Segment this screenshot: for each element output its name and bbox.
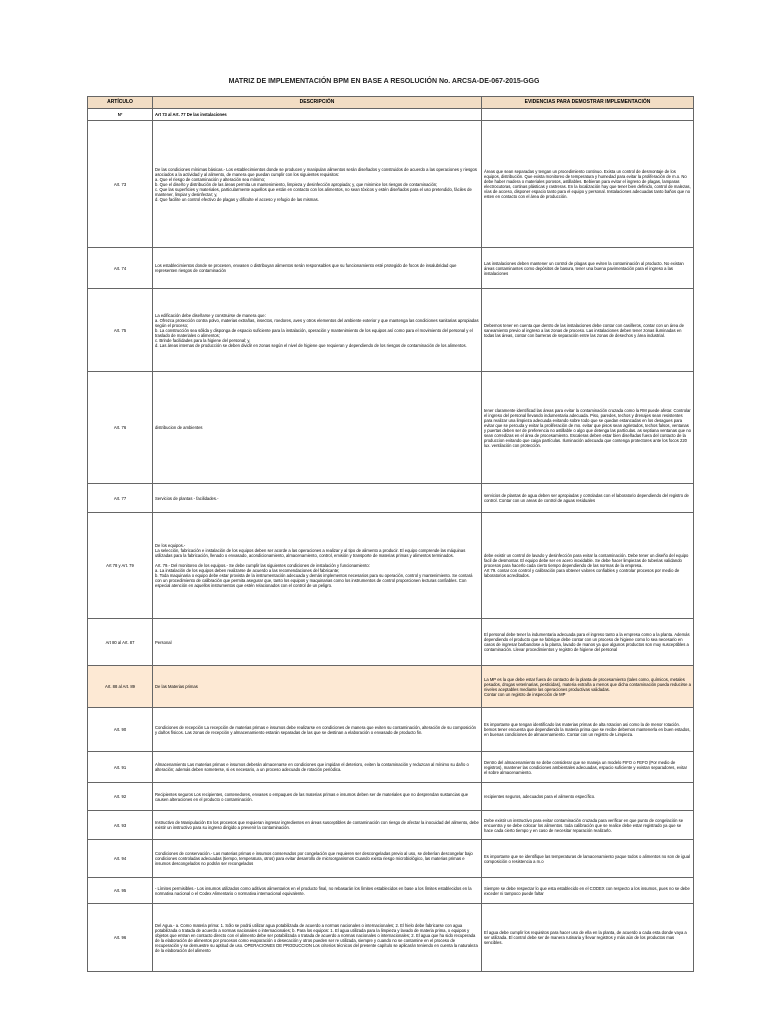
row-description: distribucion de ambientes bbox=[153, 372, 482, 484]
row-description: Personal bbox=[153, 619, 482, 666]
row-description: La edificación debe diseñarse y construirse de manera que: a. Ofrezca protección contra polvo, materias extrañas, insectos, roedores, aves y otros elementos del ambiente exterior y que mantenga las condiciones sanitarias apropiadas según el proceso; b. La construcción sea sólida y disponga de espacio suficiente para la instalación, operación y mantenimiento de los equipos así como para el movimiento del personal y el traslado de materiales o alimentos; c. Brinde facilidades para la higiene del personal; y, d. Las áreas internas de producción se deben dividir en zonas según el nivel de higiene que requieran y dependiendo de los riesgos de contaminación de los alimentos. bbox=[153, 289, 482, 372]
column-header-article: ARTÍCULO bbox=[88, 97, 153, 109]
row-evidence: Áreas que sean separadas y tengan un procedimiento continuo. Exista un control de desmontaje de los equipos, distribución. Que exista monitoreo de temperatura y humedad para evitar la proliferación de m.o. No debe haber madera o materiales porosos, astillables. Bebieran para evitar el ingreso de plagas, lamparas electrocutoras, cortinas plásticas y rastreras. En la localización hay que tener bien definido, control de malezas, vías de acceso, disponer espacio tanto para el equipo y personal. Instalaciones adecuadas tanto baños que no esten en contacto con el área de producción. bbox=[482, 121, 694, 248]
row-evidence: Es importante que se identifique las temperaturas de lamacenamiento yaque todos o alimentos no son de igual composición o resistencia a m.o bbox=[482, 840, 694, 878]
row-article: Art. 96 bbox=[88, 904, 153, 972]
row-evidence: recipientes seguros, adecuados para el alimento específico. bbox=[482, 783, 694, 811]
column-header-evidence: EVIDENCIAS PARA DEMOSTRAR IMPLEMENTACIÓN bbox=[482, 97, 694, 109]
row-article: Art. 95 bbox=[88, 878, 153, 904]
row-description: Condiciones de conservación.- Las materias primas e insumos conservados por congelación que requieren ser descongeladas previo al uso, se deberían descongelar bajo condiciones controladas adecuadas (tiempo, temperatura, otros) para evitar desarrollo de microorganismos Cuando exista riesgo microbiológico, las materias primas e insumos descongelados no podrán ser recongelados bbox=[153, 840, 482, 878]
row-description: - Límites permisibles.- Los insumos utilizados como aditivos alimentarios en el producto final, no rebasarán los límites establecidos en base a los límites establecidos en la normativa nacional o el Codex Alimentario o normativa internacional equivalente. bbox=[153, 878, 482, 904]
row-description: De los equipos.- La selección, fabricación e instalación de los equipos deben ser acorde a las operaciones a realizar y al tipo de alimento a producir. El equipo comprende las máquinas utilizadas para la fabricación, llenado o envasado, acondicionamiento, almacenamiento, control, emisión y transporte de materias primas y alimentos terminados. Art. 79.- Del monitoreo de los equipos.- Se debe cumplir las siguientes condiciones de instalación y funcionamiento: a. La instalación de los equipos deben realizarse de acuerdo a las recomendaciones del fabricante; b. Toda maquinaria o equipo debe estar provista de la instrumentación adecuada y demás implementos necesarios para su operación, control y mantenimiento. Se contará con un procedimiento de calibración que permita asegurar que, tanto los equipos y maquinarias como los instrumentos de control proporcionen lecturas confiables. Con especial atención en aquellos instrumentos que estén relacionados con el control de un peligro. bbox=[153, 513, 482, 619]
implementation-matrix-table bbox=[87, 96, 694, 972]
row-evidence: Las instalaciones deben mantener un control de plagas que eviten la contaminación al producto. No existan áreas contaminantes como depósitos de basura, tener una buena pavimentación para el ingreso a las instalaciones bbox=[482, 248, 694, 289]
table-row bbox=[88, 372, 694, 484]
row-description: Del Agua.- a. Como materia prima: 1. Sólo se podrá utilizar agua potabilizada de acuerdo a normas nacionales o internacionales; 2. El hielo debe fabricarse con agua potabilizada o tratada de acuerdo a normas nacionales o internacionales; b. Para los equipos: 1. El agua utilizada para la limpieza y lavado de materia prima, o equipos y objetos que entran en contacto directo con el alimento debe ser potabilizada o tratada de acuerdo a normas nacionales o internacionales; 2. El agua que ha sido recuperada de la elaboración de alimentos por procesos como evaporación o desecación y otros pueden ser re utilizada, siempre y cuando no se contamine en el proceso de recuperación y se demuestre su aptitud de uso. OPERACIONES DE PRODUCCION Los criterios técnicos del presente capítulo se aplicarán teniendo en cuenta la naturaleza de la elaboración del alimento bbox=[153, 904, 482, 972]
table-row bbox=[88, 708, 694, 752]
subheader-section: Art 73 al Art. 77 De las instalaciones bbox=[153, 109, 482, 121]
row-evidence: Debe existir un instructivo para evitar contaminación cruzada para verificar en que punto de congelación se encuentra y se debe colocar los alimentos. toda calibración que se realice debe estar registrado ya que se hace cada cierto tiempo y en caso de necesitar reparación realizarlo. bbox=[482, 811, 694, 840]
table-row bbox=[88, 752, 694, 783]
column-header-description: DESCRIPCIÓN bbox=[153, 97, 482, 109]
row-description: Condiciones de recepción La recepción de materias primas e insumos debe realizarse en condiciones de manera que eviten su contaminación, alteración de su composición y daños físicos. Las zonas de recepción y almacenamiento estarán separadas de las que se destinan a elaboración o envasado de producto fin. bbox=[153, 708, 482, 752]
table-row bbox=[88, 248, 694, 289]
table-row bbox=[88, 619, 694, 666]
row-article: Art. 93 bbox=[88, 811, 153, 840]
table-row bbox=[88, 783, 694, 811]
row-description: Los establecimientos donde se procesen, envasen o distribuyan alimentos serán responsables que su funcionamiento esté protegido de focos de insalubridad que representen riesgos de contaminación bbox=[153, 248, 482, 289]
row-article: Art 80 al Art. 87 bbox=[88, 619, 153, 666]
row-article: Art 78 y Art. 79 bbox=[88, 513, 153, 619]
row-description: De las Materias primas bbox=[153, 666, 482, 708]
row-evidence: tener claramente identificad las áreas para evitar la contaminación cruzada como la RM puede afetar. Controlar el ingreso del personal llevando indumentaria adecuada. Piso, paredes, techos y drenajes sean resistentes para realizar una limpieza adecuada evitando sobre todo que se quedan estancadas en los desagues para evitar que se percuda y evitar la proliferación de mo. evitar que pisos sean agrietados, techos falsos, ventanas y puertas deben ser de preferencia no astillable o algo que detenga las partículas. as septiana ventanas que no sean corredizas en el área de procesamiento. Escaleras deben estar bien diseñadas fuera del contacto de la produccion evitando que caiga partículas. Iluminación adecuada que contenga protectores ante los focos 220 lux. ventilación con protección. bbox=[482, 372, 694, 484]
table-row bbox=[88, 878, 694, 904]
table-row-highlighted bbox=[88, 666, 694, 708]
row-article: Art. 88 al Art. 89 bbox=[88, 666, 153, 708]
row-article: Art. 77 bbox=[88, 484, 153, 513]
row-evidence: Es importante que tengan identificado las materias primas de alta rotacion asi como la de menor rotación. bemos tener encuenta que dependiendo la materia prima que se recibe debemos mantenerla en buen estados, en buenas condiciones de almacenamiento. Contar con un registro de Limpieza. bbox=[482, 708, 694, 752]
row-article: Art. 94 bbox=[88, 840, 153, 878]
row-evidence: Dentro del almacenamiento se debe considerar que se maneja un modelo FIFO o FEFO (Por medio de registros), mantener las condiciones ambientales adecuadas, espacio suficiente y existan separadores, evitar el sobre almacenamiento. bbox=[482, 752, 694, 783]
section-subheader-row bbox=[88, 109, 694, 121]
row-evidence: El agua debe cumplir los requisitos para hacer uso de ella en la planta, de acuerdo a cada esta donde vaya a ser utilizada. El control debe ser de manera rutinaria y llevar registros y más aún de los productos mas sencibles. bbox=[482, 904, 694, 972]
table-row bbox=[88, 484, 694, 513]
subheader-number: Nº bbox=[88, 109, 153, 121]
row-article: Art. 76 bbox=[88, 372, 153, 484]
table-row bbox=[88, 513, 694, 619]
row-description: De las condiciones mínimas básicas.- Los establecimientos donde se producen y manipulan alimentos serán diseñados y construidos de acuerdo a las operaciones y riesgos asociados a la actividad y al alimento, de manera que puedan cumplir con los siguientes requisitos: a. Que el riesgo de contaminación y alteración sea mínimo; b. Que el diseño y distribución de las áreas permita un mantenimiento, limpieza y desinfección apropiada; y, que minimice los riesgos de contaminación; c. Que las superficies y materiales, particularmente aquellos que están en contacto con los alimentos, no sean tóxicos y estén diseñados para el uso pretendido, fáciles de mantener, limpiar y desinfectar; y, d. Que facilite un control efectivo de plagas y dificulte el acceso y refugio de las mismas. bbox=[153, 121, 482, 248]
row-description: Almacenamiento Las materias primas e insumos deberán almacenarse en condiciones que impidan el deterioro, eviten la contaminación y reduzcan al mínimo su daño o alteración; además deben someterse, si es necesario, a un proceso adecuado de rotación periódica. bbox=[153, 752, 482, 783]
row-evidence: Siempre se debe respectar lo que esta establecido en el CODEX con respecto a los insumos, pues no se debe exceder ni tampoco puede faltar bbox=[482, 878, 694, 904]
table-row bbox=[88, 811, 694, 840]
row-article: Art. 91 bbox=[88, 752, 153, 783]
table-header-row bbox=[88, 97, 694, 109]
document-title: MATRIZ DE IMPLEMENTACIÓN BPM EN BASE A RESOLUCIÓN No. ARCSA-DE-067-2015-GGG bbox=[228, 78, 540, 85]
row-evidence: Debemos tener en cuenta que dentro de las instalaciones debe contar con casilleros, contar con un área de saneamiento previo al ingreso a las zonas de proceso. Las instalaciones deben tener zonas iluminadas en todas las áreas, contar con barreras de separación entre las zonas de desechos y área industrial. bbox=[482, 289, 694, 372]
row-evidence: El personal debe tener la indumentaria adecuada para el ingreso tanto a la empresa como a la planta. Además dependiendo el producto que se fabrique debe contar con un proceso de higiene como lo sea necesario en casos de ingresar barbandose a la planta, lavado de manos ya que algunos productos son muy susceptibles a contaminación. Llevar procedimientos y registro de higiene del personal bbox=[482, 619, 694, 666]
table-row bbox=[88, 904, 694, 972]
row-article: Art. 92 bbox=[88, 783, 153, 811]
row-description: Instructivo de Manipulación En los procesos que requieran ingresar ingredientes en áreas susceptibles de contaminación con riesgo de afectar la inocuidad del alimento, debe existir un instructivo para su ingreso dirigido a prevenir la contaminación. bbox=[153, 811, 482, 840]
table-row bbox=[88, 289, 694, 372]
row-article: Art. 75 bbox=[88, 289, 153, 372]
row-article: Art. 73 bbox=[88, 121, 153, 248]
row-description: Recipientes seguros Los recipientes, contenedores, envases o empaques de las materias primas e insumos deben ser de materiales que no desprendan sustancias que causen alteraciones en el producto o contaminación. bbox=[153, 783, 482, 811]
row-article: Art. 90 bbox=[88, 708, 153, 752]
table-row bbox=[88, 121, 694, 248]
row-evidence: debe existir un control de lavado y desinfección para evitar la contaminación. Debe tener un diseño del equipo facil de desmontar. El equipo debe ser en acero inoxidable. Se debe hacer limpiezas de tuberias validando procesos para hacerlo cada cierto tiempo dependiendo de las normas de la empresa. Art 79. contar con control y calibración para obtener valores confiables y controlar procesos por medio de laboratorios acreditados. bbox=[482, 513, 694, 619]
row-article: Art. 74 bbox=[88, 248, 153, 289]
row-description: Servicios de plantas - facilidades.- bbox=[153, 484, 482, 513]
row-evidence: servicios de plantas de agua deben ser apropiadas y cotroladas con el laboratorio dependiendo del registro de control. Contar con un areas de control de aguas residuales bbox=[482, 484, 694, 513]
row-evidence: La MP es la que debe estar fuera de contacto de la planta de procesamiento (tales como, químicos, metales pesados, drogas veterinarias, pesticidas), materia extraña a menos que dicha contaminación pueda reducirse a niveles aceptables mediante las operaciones productivas validadas. Contar con un registro de inspección de MP bbox=[482, 666, 694, 708]
table-row bbox=[88, 840, 694, 878]
subheader-empty bbox=[482, 109, 694, 121]
